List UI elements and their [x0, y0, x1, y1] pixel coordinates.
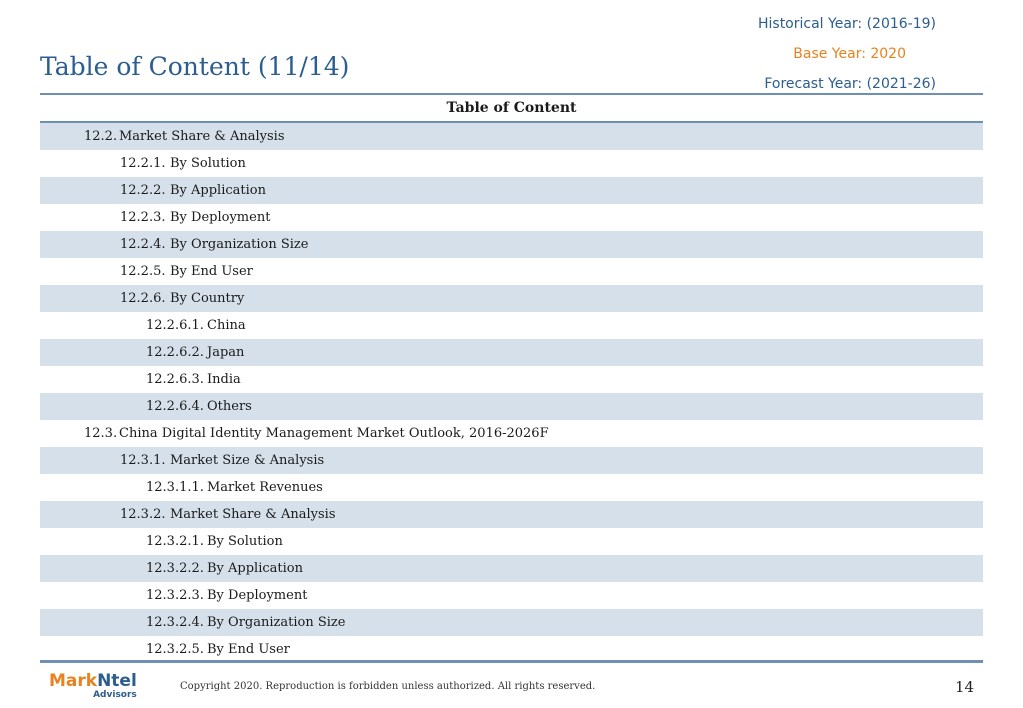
toc-item-number: 12.2.5. — [120, 264, 166, 279]
base-year: Base Year: 2020 — [793, 46, 906, 62]
toc-rows — [40, 123, 983, 663]
forecast-year: Forecast Year: (2021-26) — [764, 76, 936, 92]
toc-item-text: By Country — [170, 291, 245, 306]
toc-row — [40, 258, 983, 285]
toc-row — [40, 609, 983, 636]
bottom-divider — [40, 660, 983, 663]
copyright-notice: Copyright 2020. Reproduction is forbidden unless authorized. All rights reserved. — [180, 681, 596, 692]
toc-item-text: By Application — [207, 561, 303, 576]
toc-item-number: 12.2.2. — [120, 183, 166, 198]
toc-item-number: 12.2.4. — [120, 237, 166, 252]
toc-item-text: By Deployment — [170, 210, 271, 225]
toc-item-text: By Solution — [170, 156, 246, 171]
toc-row — [40, 474, 983, 501]
toc-heading: Table of Content — [40, 95, 983, 123]
toc-row — [40, 123, 983, 150]
toc-item-text: Market Share & Analysis — [170, 507, 336, 522]
logo-subtitle: Advisors — [93, 690, 137, 700]
toc-item-number: 12.3.2. — [120, 507, 166, 522]
toc-item-number: 12.2. — [84, 129, 118, 144]
toc-item-number: 12.2.6.2. — [146, 345, 204, 360]
toc-row — [40, 285, 983, 312]
markntel-logo — [49, 672, 137, 700]
toc-item-text: By Organization Size — [207, 615, 346, 630]
toc-item-number: 12.2.1. — [120, 156, 166, 171]
toc-item-text: By Solution — [207, 534, 283, 549]
toc-item-text: By Deployment — [207, 588, 308, 603]
toc-item-number: 12.3.2.2. — [146, 561, 204, 576]
toc-row — [40, 636, 983, 663]
toc-row — [40, 420, 983, 447]
toc-item-number: 12.3.2.3. — [146, 588, 204, 603]
toc-row — [40, 555, 983, 582]
toc-row — [40, 528, 983, 555]
toc-row — [40, 177, 983, 204]
toc-row — [40, 150, 983, 177]
year-info — [758, 9, 936, 99]
toc-item-text: By Organization Size — [170, 237, 309, 252]
toc-row — [40, 231, 983, 258]
toc-item-text: Market Size & Analysis — [170, 453, 325, 468]
toc-item-number: 12.2.6. — [120, 291, 166, 306]
page-number: 14 — [955, 678, 975, 696]
toc-table — [40, 95, 983, 663]
toc-item-text: Others — [207, 399, 252, 414]
toc-item-number: 12.2.6.3. — [146, 372, 204, 387]
toc-item-text: China Digital Identity Management Market Outlook, 2016-2026F — [119, 426, 549, 441]
toc-item-text: Market Revenues — [207, 480, 323, 495]
toc-item-number: 12.3.1. — [120, 453, 166, 468]
toc-item-text: By Application — [170, 183, 266, 198]
toc-item-text: Market Share & Analysis — [119, 129, 285, 144]
toc-item-number: 12.3. — [84, 426, 118, 441]
toc-item-text: By End User — [170, 264, 253, 279]
toc-item-number: 12.3.2.1. — [146, 534, 204, 549]
toc-row — [40, 447, 983, 474]
toc-row — [40, 393, 983, 420]
toc-item-text: By End User — [207, 642, 290, 657]
toc-item-number: 12.3.2.4. — [146, 615, 204, 630]
toc-item-number: 12.2.6.1. — [146, 318, 204, 333]
toc-row — [40, 582, 983, 609]
toc-row — [40, 366, 983, 393]
toc-item-number: 12.3.2.5. — [146, 642, 204, 657]
toc-item-number: 12.2.6.4. — [146, 399, 204, 414]
toc-row — [40, 312, 983, 339]
logo-ntel-text: Ntel — [97, 671, 137, 691]
toc-item-text: China — [207, 318, 246, 333]
historical-year: Historical Year: (2016-19) — [757, 16, 936, 32]
toc-item-text: Japan — [207, 345, 245, 360]
toc-row — [40, 339, 983, 366]
toc-row — [40, 501, 983, 528]
toc-row — [40, 204, 983, 231]
toc-item-text: India — [207, 372, 241, 387]
toc-item-number: 12.3.1.1. — [146, 480, 204, 495]
toc-item-number: 12.2.3. — [120, 210, 166, 225]
logo-mark-text: Mark — [49, 671, 98, 691]
page-title: Table of Content (11/14) — [40, 52, 350, 81]
